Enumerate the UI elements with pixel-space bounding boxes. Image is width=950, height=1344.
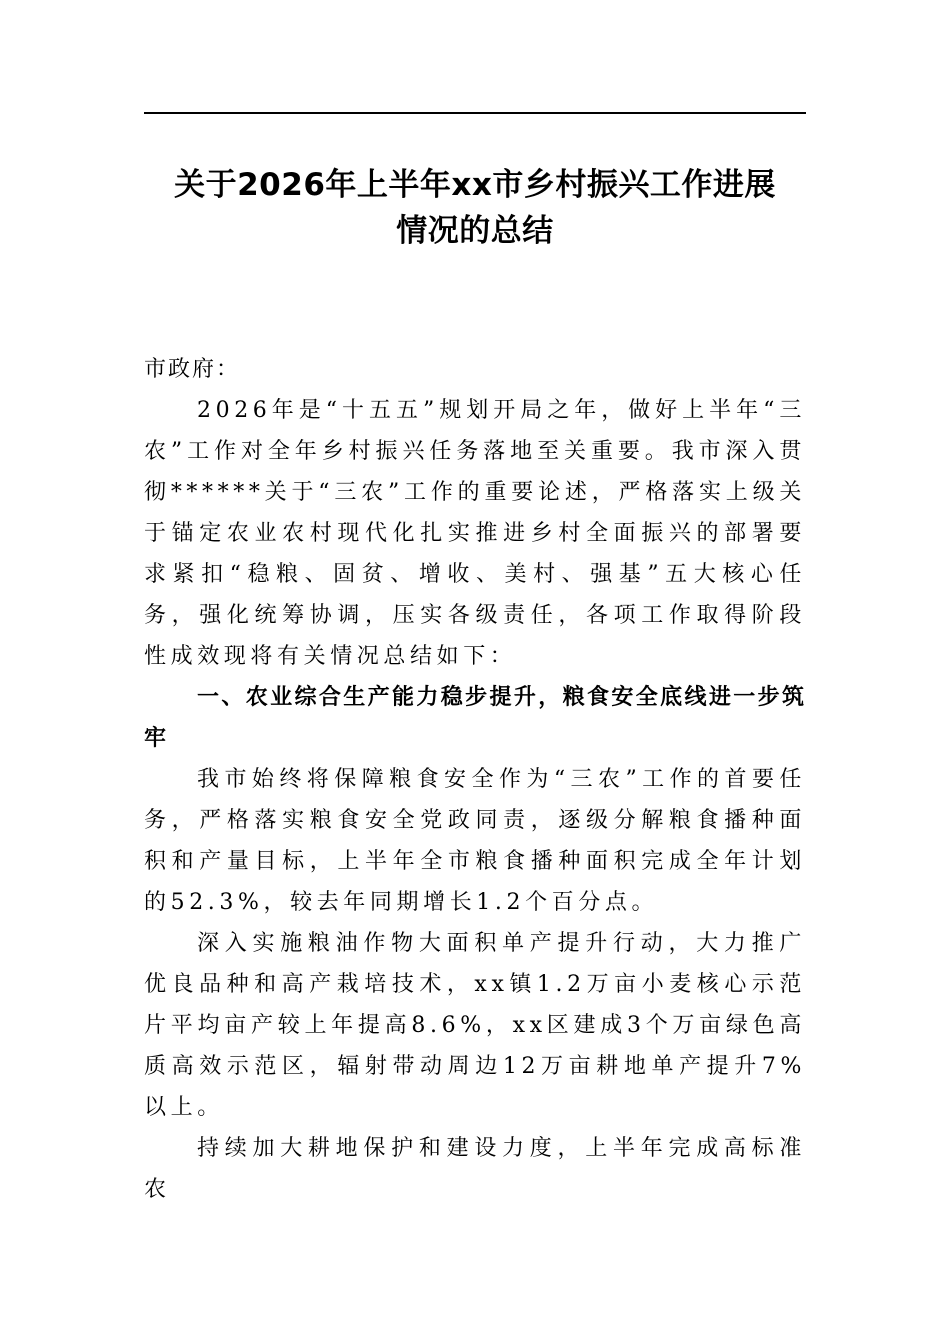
section-heading-1: 一、农业综合生产能力稳步提升，粮食安全底线进一步筑牢	[144, 685, 806, 751]
body-paragraph-yield: 深入实施粮油作物大面积单产提升行动，大力推广优良品种和高产栽培技术，xx镇1.2万亩小麦核心示范片平均亩产较上年提高8.6%，xx区建成3个万亩绿色高质高效示范区，辐射带动周边12万亩耕地单产提升7%以上。	[144, 931, 806, 1120]
document-title	[144, 162, 806, 254]
salutation: 市政府：	[144, 357, 241, 382]
intro-paragraph: 2026年是“十五五”规划开局之年，做好上半年“三农”工作对全年乡村振兴任务落地至关重要。我市深入贯彻******关于“三农”工作的重要论述，严格落实上级关于锚定农业农村现代化扎实推进乡村全面振兴的部署要求紧扣“稳粮、固贫、增收、美村、强基”五大核心任务，强化统筹协调，压实各级责任，各项工作取得阶段性成效现将有关情况总结如下：	[144, 398, 806, 669]
top-rule-divider	[144, 112, 806, 114]
body-paragraph-farmland: 持续加大耕地保护和建设力度，上半年完成高标准农	[144, 1136, 806, 1202]
body-paragraph-grain-area: 我市始终将保障粮食安全作为“三农”工作的首要任务，严格落实粮食安全党政同责，逐级分解粮食播种面积和产量目标，上半年全市粮食播种面积完成全年计划的52.3%，较去年同期增长1.2个百分点。	[144, 767, 806, 915]
document-title-line-1: 关于2026年上半年xx市乡村振兴工作进展	[174, 167, 776, 203]
document-title-line-2: 情况的总结	[396, 213, 554, 249]
document-body	[144, 349, 806, 1210]
